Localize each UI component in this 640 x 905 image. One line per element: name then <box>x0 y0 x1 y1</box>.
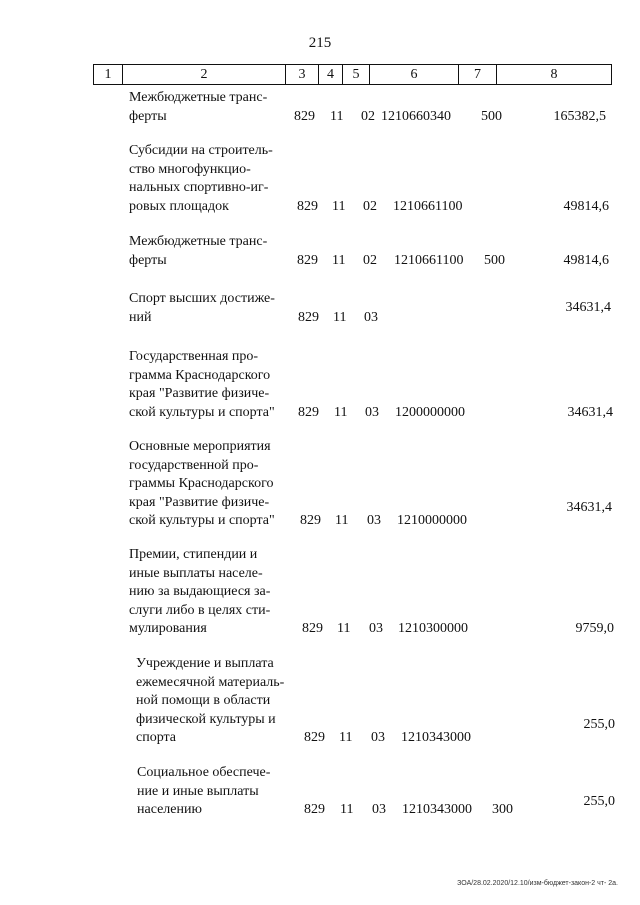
col-8-value: 255,0 <box>583 717 615 732</box>
col-3-value: 829 <box>304 801 325 817</box>
col-4-value: 11 <box>334 404 348 420</box>
col-4-value: 11 <box>335 512 349 528</box>
header-col-6: 6 <box>370 65 459 85</box>
table-row <box>0 764 640 819</box>
item-name: Межбюджетные транс- ферты <box>129 234 268 268</box>
col-4-value: 11 <box>333 309 347 325</box>
table-row <box>0 89 640 126</box>
header-col-4: 4 <box>319 65 343 85</box>
col-4-value: 11 <box>340 801 354 817</box>
col-5-value: 02 <box>363 252 377 268</box>
col-5-value: 02 <box>363 198 377 214</box>
header-col-8: 8 <box>497 65 612 85</box>
col-6-value: 1210343000 <box>402 801 472 817</box>
col-8-value: 255,0 <box>583 794 615 809</box>
col-4-value: 11 <box>332 198 346 214</box>
col-5-value: 03 <box>369 620 383 636</box>
col-4-value: 11 <box>330 108 344 124</box>
col-3-value: 829 <box>300 512 321 528</box>
col-5-value: 03 <box>371 729 385 745</box>
col-6-value: 1210661100 <box>394 252 464 268</box>
col-6-value: 1210660340 <box>381 108 451 124</box>
item-name: Социальное обеспече- ние и иные выплаты населению <box>137 765 271 817</box>
col-6-value: 1210343000 <box>401 729 471 745</box>
col-6-value: 1210000000 <box>397 512 467 528</box>
col-4-value: 11 <box>337 620 351 636</box>
item-name: Субсидии на строитель- ство многофункцио- нальных спортивно-иг- ровых площадок <box>129 143 273 214</box>
header-col-1: 1 <box>94 65 123 85</box>
header-col-2: 2 <box>123 65 286 85</box>
col-6-value: 1210661100 <box>393 198 463 214</box>
col-8-value: 9759,0 <box>575 620 614 636</box>
col-8-value: 49814,6 <box>563 252 609 268</box>
table-row <box>0 290 640 327</box>
col-5-value: 03 <box>372 801 386 817</box>
table-row <box>0 655 640 747</box>
col-5-value: 03 <box>365 404 379 420</box>
col-8-value: 34631,4 <box>566 500 612 515</box>
col-8-value: 34631,4 <box>565 300 611 315</box>
col-8-value: 34631,4 <box>567 404 613 420</box>
header-col-3: 3 <box>286 65 319 85</box>
page-number: 215 <box>308 35 332 51</box>
column-header-table <box>93 64 612 85</box>
item-name: Основные мероприятия государственной про- граммы Краснодарского края "Развитие физиче- ской культуры и спорта" <box>129 439 275 528</box>
col-4-value: 11 <box>332 252 346 268</box>
col-3-value: 829 <box>302 620 323 636</box>
col-7-value: 500 <box>484 252 505 268</box>
col-6-value: 1210300000 <box>398 620 468 636</box>
col-6-value: 1200000000 <box>395 404 465 420</box>
col-3-value: 829 <box>294 108 315 124</box>
item-name: Учреждение и выплата ежемесячной материаль- ной помощи в области физической культуры и спорта <box>136 656 285 745</box>
col-8-value: 165382,5 <box>553 108 606 124</box>
col-5-value: 02 <box>361 108 375 124</box>
col-3-value: 829 <box>297 198 318 214</box>
col-5-value: 03 <box>367 512 381 528</box>
item-name: Государственная про- грамма Краснодарского края "Развитие физиче- ской культуры и спорта" <box>129 349 275 420</box>
col-3-value: 829 <box>298 309 319 325</box>
table-row <box>0 438 640 530</box>
col-7-value: 300 <box>492 801 513 817</box>
col-5-value: 03 <box>364 309 378 325</box>
item-name: Спорт высших достиже- ний <box>129 291 275 325</box>
col-3-value: 829 <box>298 404 319 420</box>
header-col-5: 5 <box>343 65 370 85</box>
col-4-value: 11 <box>339 729 353 745</box>
col-3-value: 829 <box>297 252 318 268</box>
item-name: Межбюджетные транс- ферты <box>129 90 268 124</box>
header-col-7: 7 <box>459 65 497 85</box>
header-row <box>94 65 612 85</box>
table-row <box>0 233 640 270</box>
col-3-value: 829 <box>304 729 325 745</box>
item-name: Премии, стипендии и иные выплаты населе- нию за выдающиеся за- слуги либо в целях сти- мулирования <box>129 547 271 636</box>
col-7-value: 500 <box>481 108 502 124</box>
table-row <box>0 348 640 422</box>
col-8-value: 49814,6 <box>563 198 609 214</box>
table-row <box>0 546 640 638</box>
table-row <box>0 142 640 216</box>
document-footer-note: ЗОА/28.02.2020/12.10/изм-бюджет-закон-2 чт- 2а. <box>457 880 618 887</box>
